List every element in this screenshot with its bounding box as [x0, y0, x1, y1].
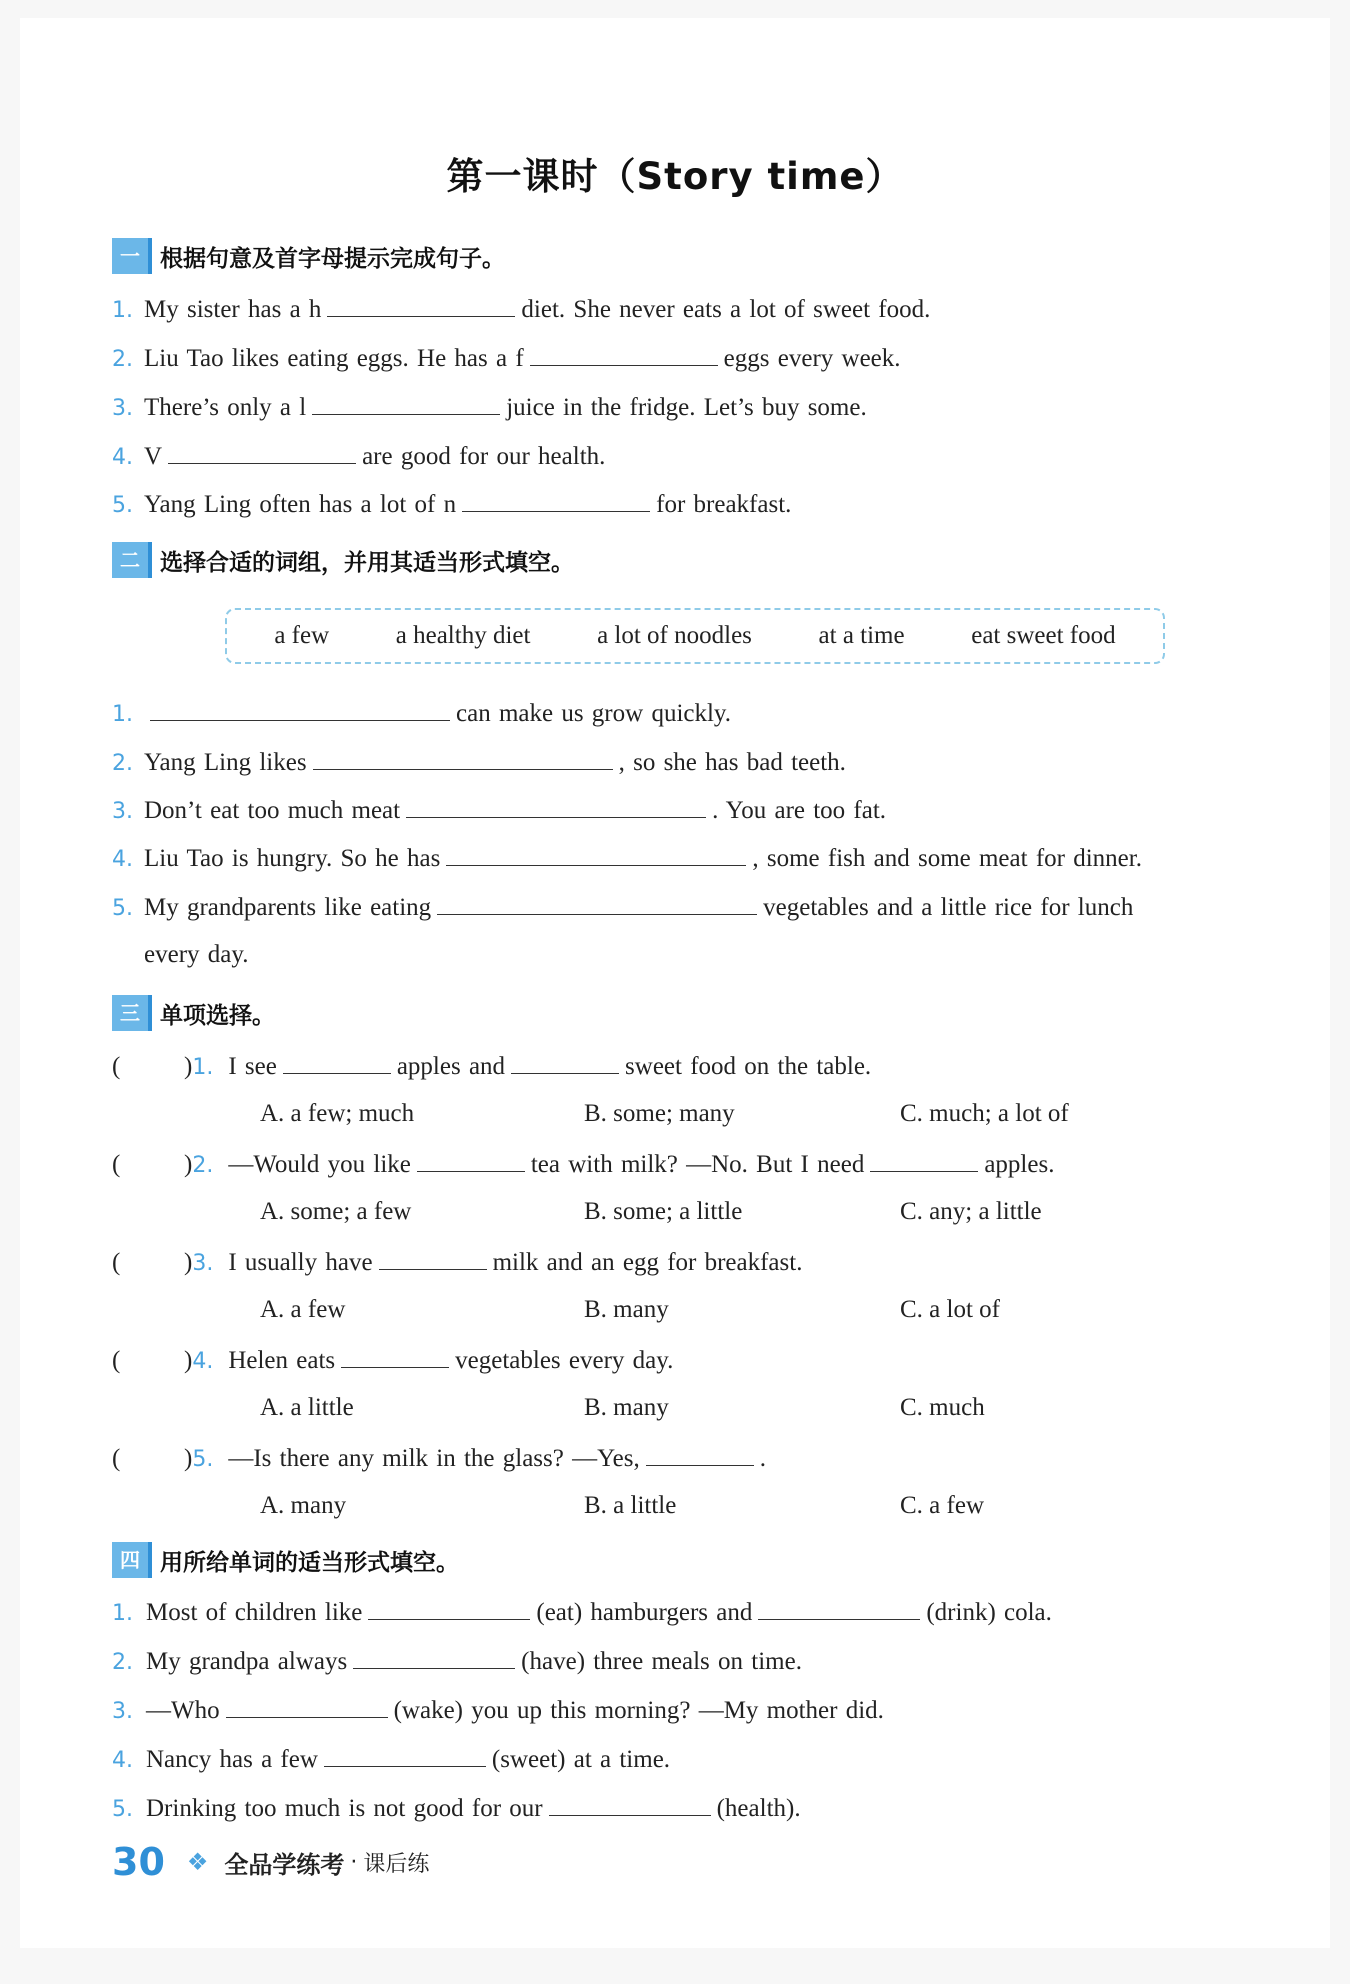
mc-question: ( )2. —Would you like tea with milk? —No. But I need apples.	[112, 1151, 1055, 1178]
s1-item: 5. Yang Ling often has a lot of n for breakfast.	[112, 491, 792, 518]
option-a[interactable]: A. a few	[260, 1296, 346, 1323]
answer-blank[interactable]	[368, 1597, 530, 1620]
word-bank-item: a few	[274, 622, 330, 649]
s2-item: 5. My grandparents like eating vegetables and a little rice for lunch	[112, 894, 1134, 921]
option-a[interactable]: A. some; a few	[260, 1198, 412, 1225]
page-title: 第一课时（Story time）	[446, 155, 904, 198]
option-a[interactable]: A. a little	[260, 1394, 354, 1421]
option-b[interactable]: B. some; a little	[584, 1198, 743, 1225]
section-3-header	[112, 993, 275, 1033]
s4-item: 2. My grandpa always (have) three meals on time.	[112, 1648, 802, 1675]
brand-name: 全品学练考	[224, 1850, 345, 1879]
answer-blank[interactable]	[758, 1597, 920, 1620]
option-a[interactable]: A. a few; much	[260, 1100, 415, 1127]
page-number: 30	[112, 1840, 165, 1884]
option-c[interactable]: C. much	[900, 1394, 985, 1421]
option-b[interactable]: B. some; many	[584, 1100, 735, 1127]
section-badge: 二	[112, 542, 152, 578]
s4-item: 3. —Who (wake) you up this morning? —My mother did.	[112, 1697, 884, 1724]
answer-blank[interactable]	[327, 294, 515, 317]
word-bank-item: a lot of noodles	[597, 622, 752, 649]
s4-item: 5. Drinking too much is not good for our (health).	[112, 1795, 801, 1822]
answer-blank[interactable]	[462, 489, 650, 512]
answer-blank[interactable]	[446, 843, 746, 866]
s2-item: 4. Liu Tao is hungry. So he has , some fish and some meat for dinner.	[112, 845, 1142, 872]
option-b[interactable]: B. a little	[584, 1492, 677, 1519]
option-c[interactable]: C. a few	[900, 1492, 984, 1519]
mc-question: ( )4. Helen eats vegetables every day.	[112, 1347, 674, 1374]
s1-item: 4. V are good for our health.	[112, 443, 606, 470]
section-title: 用所给单词的适当形式填空。	[160, 1549, 459, 1576]
series-name: 课后练	[363, 1851, 430, 1877]
separator-dot: ·	[350, 1849, 358, 1875]
worksheet-page	[20, 18, 1330, 1948]
answer-blank[interactable]	[353, 1646, 515, 1669]
s1-item: 2. Liu Tao likes eating eggs. He has a f eggs every week.	[112, 345, 901, 372]
section-badge: 三	[112, 995, 152, 1031]
s4-item: 1. Most of children like (eat) hamburgers and (drink) cola.	[112, 1599, 1052, 1626]
mc-question: ( )1. I see apples and sweet food on the table.	[112, 1053, 872, 1080]
word-bank-item: at a time	[818, 622, 905, 649]
section-2-header	[112, 540, 574, 580]
mc-question: ( )3. I usually have milk and an egg for breakfast.	[112, 1249, 803, 1276]
answer-blank[interactable]	[437, 892, 757, 915]
answer-blank[interactable]	[646, 1443, 754, 1466]
answer-blank[interactable]	[313, 747, 613, 770]
answer-blank[interactable]	[226, 1695, 388, 1718]
section-4-header	[112, 1540, 459, 1580]
answer-blank[interactable]	[168, 441, 356, 464]
answer-blank[interactable]	[283, 1051, 391, 1074]
option-c[interactable]: C. a lot of	[900, 1296, 1000, 1323]
answer-blank[interactable]	[549, 1793, 711, 1816]
answer-blank[interactable]	[530, 343, 718, 366]
s1-item: 1. My sister has a h diet. She never eats a lot of sweet food.	[112, 296, 931, 323]
mc-question: ( )5. —Is there any milk in the glass? —Yes, .	[112, 1445, 766, 1472]
s4-item: 4. Nancy has a few (sweet) at a time.	[112, 1746, 671, 1773]
answer-blank[interactable]	[379, 1247, 487, 1270]
answer-blank[interactable]	[870, 1149, 978, 1172]
answer-blank[interactable]	[406, 795, 706, 818]
section-title: 根据句意及首字母提示完成句子。	[160, 245, 505, 272]
section-badge: 四	[112, 1542, 152, 1578]
option-c[interactable]: C. much; a lot of	[900, 1100, 1069, 1127]
word-bank-box	[225, 608, 1165, 664]
answer-blank[interactable]	[511, 1051, 619, 1074]
option-b[interactable]: B. many	[584, 1394, 669, 1421]
option-b[interactable]: B. many	[584, 1296, 669, 1323]
answer-blank[interactable]	[324, 1744, 486, 1767]
word-bank-item: eat sweet food	[971, 622, 1116, 649]
answer-blank[interactable]	[312, 392, 500, 415]
answer-blank[interactable]	[150, 698, 450, 721]
diamond-icon: ❖	[186, 1849, 209, 1876]
s2-item: 3. Don’t eat too much meat . You are too fat.	[112, 797, 887, 824]
section-title: 单项选择。	[160, 1002, 275, 1029]
word-bank-item: a healthy diet	[395, 622, 531, 649]
s1-item: 3. There’s only a l juice in the fridge. Let’s buy some.	[112, 394, 867, 421]
answer-blank[interactable]	[341, 1345, 449, 1368]
option-a[interactable]: A. many	[260, 1492, 347, 1519]
section-badge: 一	[112, 238, 152, 274]
s2-item: 1. can make us grow quickly.	[112, 700, 732, 727]
section-title: 选择合适的词组，并用其适当形式填空。	[160, 549, 574, 576]
answer-blank[interactable]	[417, 1149, 525, 1172]
option-c[interactable]: C. any; a little	[900, 1198, 1042, 1225]
s2-item-continuation: every day.	[144, 941, 249, 968]
s2-item: 2. Yang Ling likes , so she has bad teeth.	[112, 749, 846, 776]
section-1-header	[112, 236, 505, 276]
page-footer	[112, 1840, 429, 1884]
